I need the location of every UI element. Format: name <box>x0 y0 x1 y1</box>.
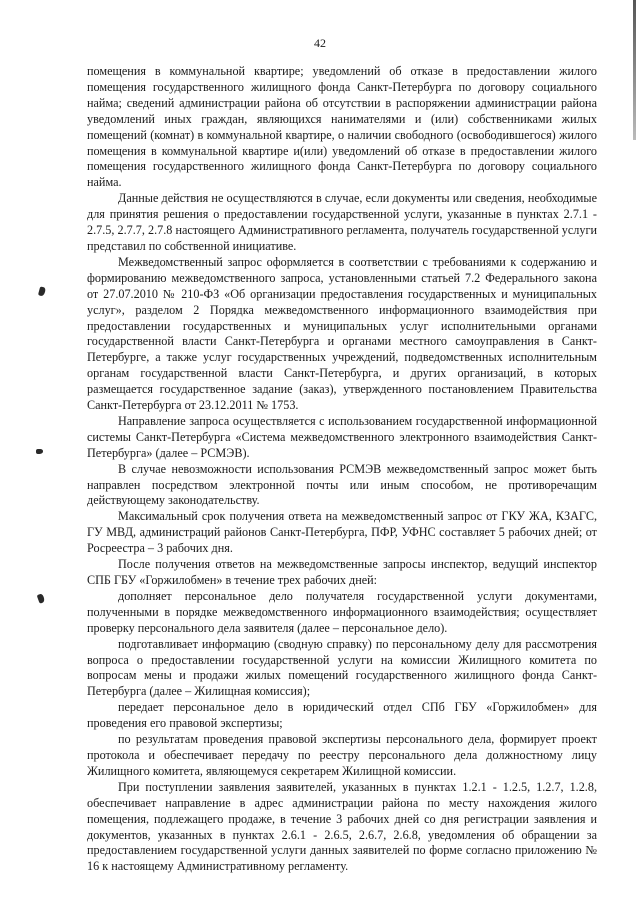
margin-mark <box>37 593 46 604</box>
paragraph: Межведомственный запрос оформляется в соответствии с требованиями к содержанию и формированию межведомственного запроса, установленными статьей 7.2 Федерального закона от 27.07.2010 № 210-ФЗ «Об организации предоставления государственных и муниципальных услуг», разделом 2 Порядка межведомственного информационного взаимодействия при предоставлении государственных и муниципальных услуг исполнительными органами государственной власти Санкт-Петербурга и органами местного самоуправления в Санкт-Петербурге, а также услуг государственных учреждений, подведомственных исполнительным органам государственной власти Санкт-Петербурга, и других организаций, в которых размещается государственное задание (заказ), утвержденного постановлением Правительства Санкт-Петербурга от 23.12.2011 № 1753. <box>87 254 597 413</box>
paragraph: После получения ответов на межведомственные запросы инспектор, ведущий инспектор СПБ ГБУ «Горжилобмен» в течение трех рабочих дней: <box>87 557 597 587</box>
paragraph: по результатам проведения правовой экспертизы персонального дела, формирует проект протокола и обеспечивает передачу по реестру персонального дела должностному лицу Жилищного комитета, являющемуся секретарем Жилищной комиссии. <box>87 732 597 778</box>
paragraph: Направление запроса осуществляется с использованием государственной информационной системы Санкт-Петербурга «Система межведомственного электронного взаимодействия Санкт-Петербурга» (далее – РСМЭВ). <box>87 413 597 460</box>
page-number: 42 <box>314 36 326 50</box>
paragraph: Данные действия не осуществляются в случае, если документы или сведения, необходимые для принятия решения о предоставлении государственной услуги, указанные в пунктах 2.7.1 - 2.7.5, 2.7.7, 2.7.8 настоящего Административного регламента, получатель государственной услуги представил по собственной инициативе. <box>87 191 597 253</box>
paragraph: При поступлении заявления заявителей, указанных в пунктах 1.2.1 - 1.2.5, 1.2.7, 1.2.8, обеспечивает направление в адрес администрации района по месту нахождения жилого помещения, подлежащего продаже, в течение 3 рабочих дней со дня регистрации заявления и документов, указанных в пунктах 2.6.1 - 2.6.5, 2.6.7, 2.6.8, уведомления об обращении за предоставлением государственной услуги данных заявителей по форме согласно приложению № 16 к настоящему Административному регламенту. <box>87 779 597 874</box>
scan-edge-shadow <box>633 0 636 140</box>
paragraph: помещения в коммунальной квартире; уведомлений об отказе в предоставлении жилого помещения государственного жилищного фонда Санкт-Петербурга по договору социального найма; сведений администрации района об отсутствии в распоряжении администрации района уведомлений иных граждан, являющихся нанимателями и (или) собственниками жилых помещений (комнат) в коммунальной квартире, о наличии свободного (освободившегося) жилого помещения в коммунальной квартире и(или) уведомлений об отказе в предоставлении жилого помещения государственного жилищного фонда Санкт-Петербурга по договору социального найма. <box>87 64 597 190</box>
paragraph: В случае невозможности использования РСМЭВ межведомственный запрос может быть направлен посредством электронной почты или иным способом, не противоречащим действующему законодательству. <box>87 461 597 508</box>
margin-mark <box>36 449 43 454</box>
margin-mark <box>38 286 46 296</box>
paragraph: подготавливает информацию (сводную справку) по персональному делу для рассмотрения вопроса о предоставлении государственной услуги на комиссии Жилищного комитета по вопросам мены и продажи жилых помещений государственного жилищного фонда Санкт-Петербурга (далее – Жилищная комиссия); <box>87 636 597 699</box>
document-body <box>87 64 597 875</box>
paragraph: дополняет персональное дело получателя государственной услуги документами, полученными в порядке межведомственного информационного взаимодействия; осуществляет проверку персонального дела заявителя (далее – персональное дело). <box>87 588 597 635</box>
paragraph: Максимальный срок получения ответа на межведомственный запрос от ГКУ ЖА, КЗАГС, ГУ МВД, администраций районов Санкт-Петербурга, ПФР, УФНС составляет 5 рабочих дней; от Росреестра – 3 рабочих дня. <box>87 509 597 556</box>
paragraph: передает персональное дело в юридический отдел СПб ГБУ «Горжилобмен» для проведения его правовой экспертизы; <box>87 700 597 731</box>
